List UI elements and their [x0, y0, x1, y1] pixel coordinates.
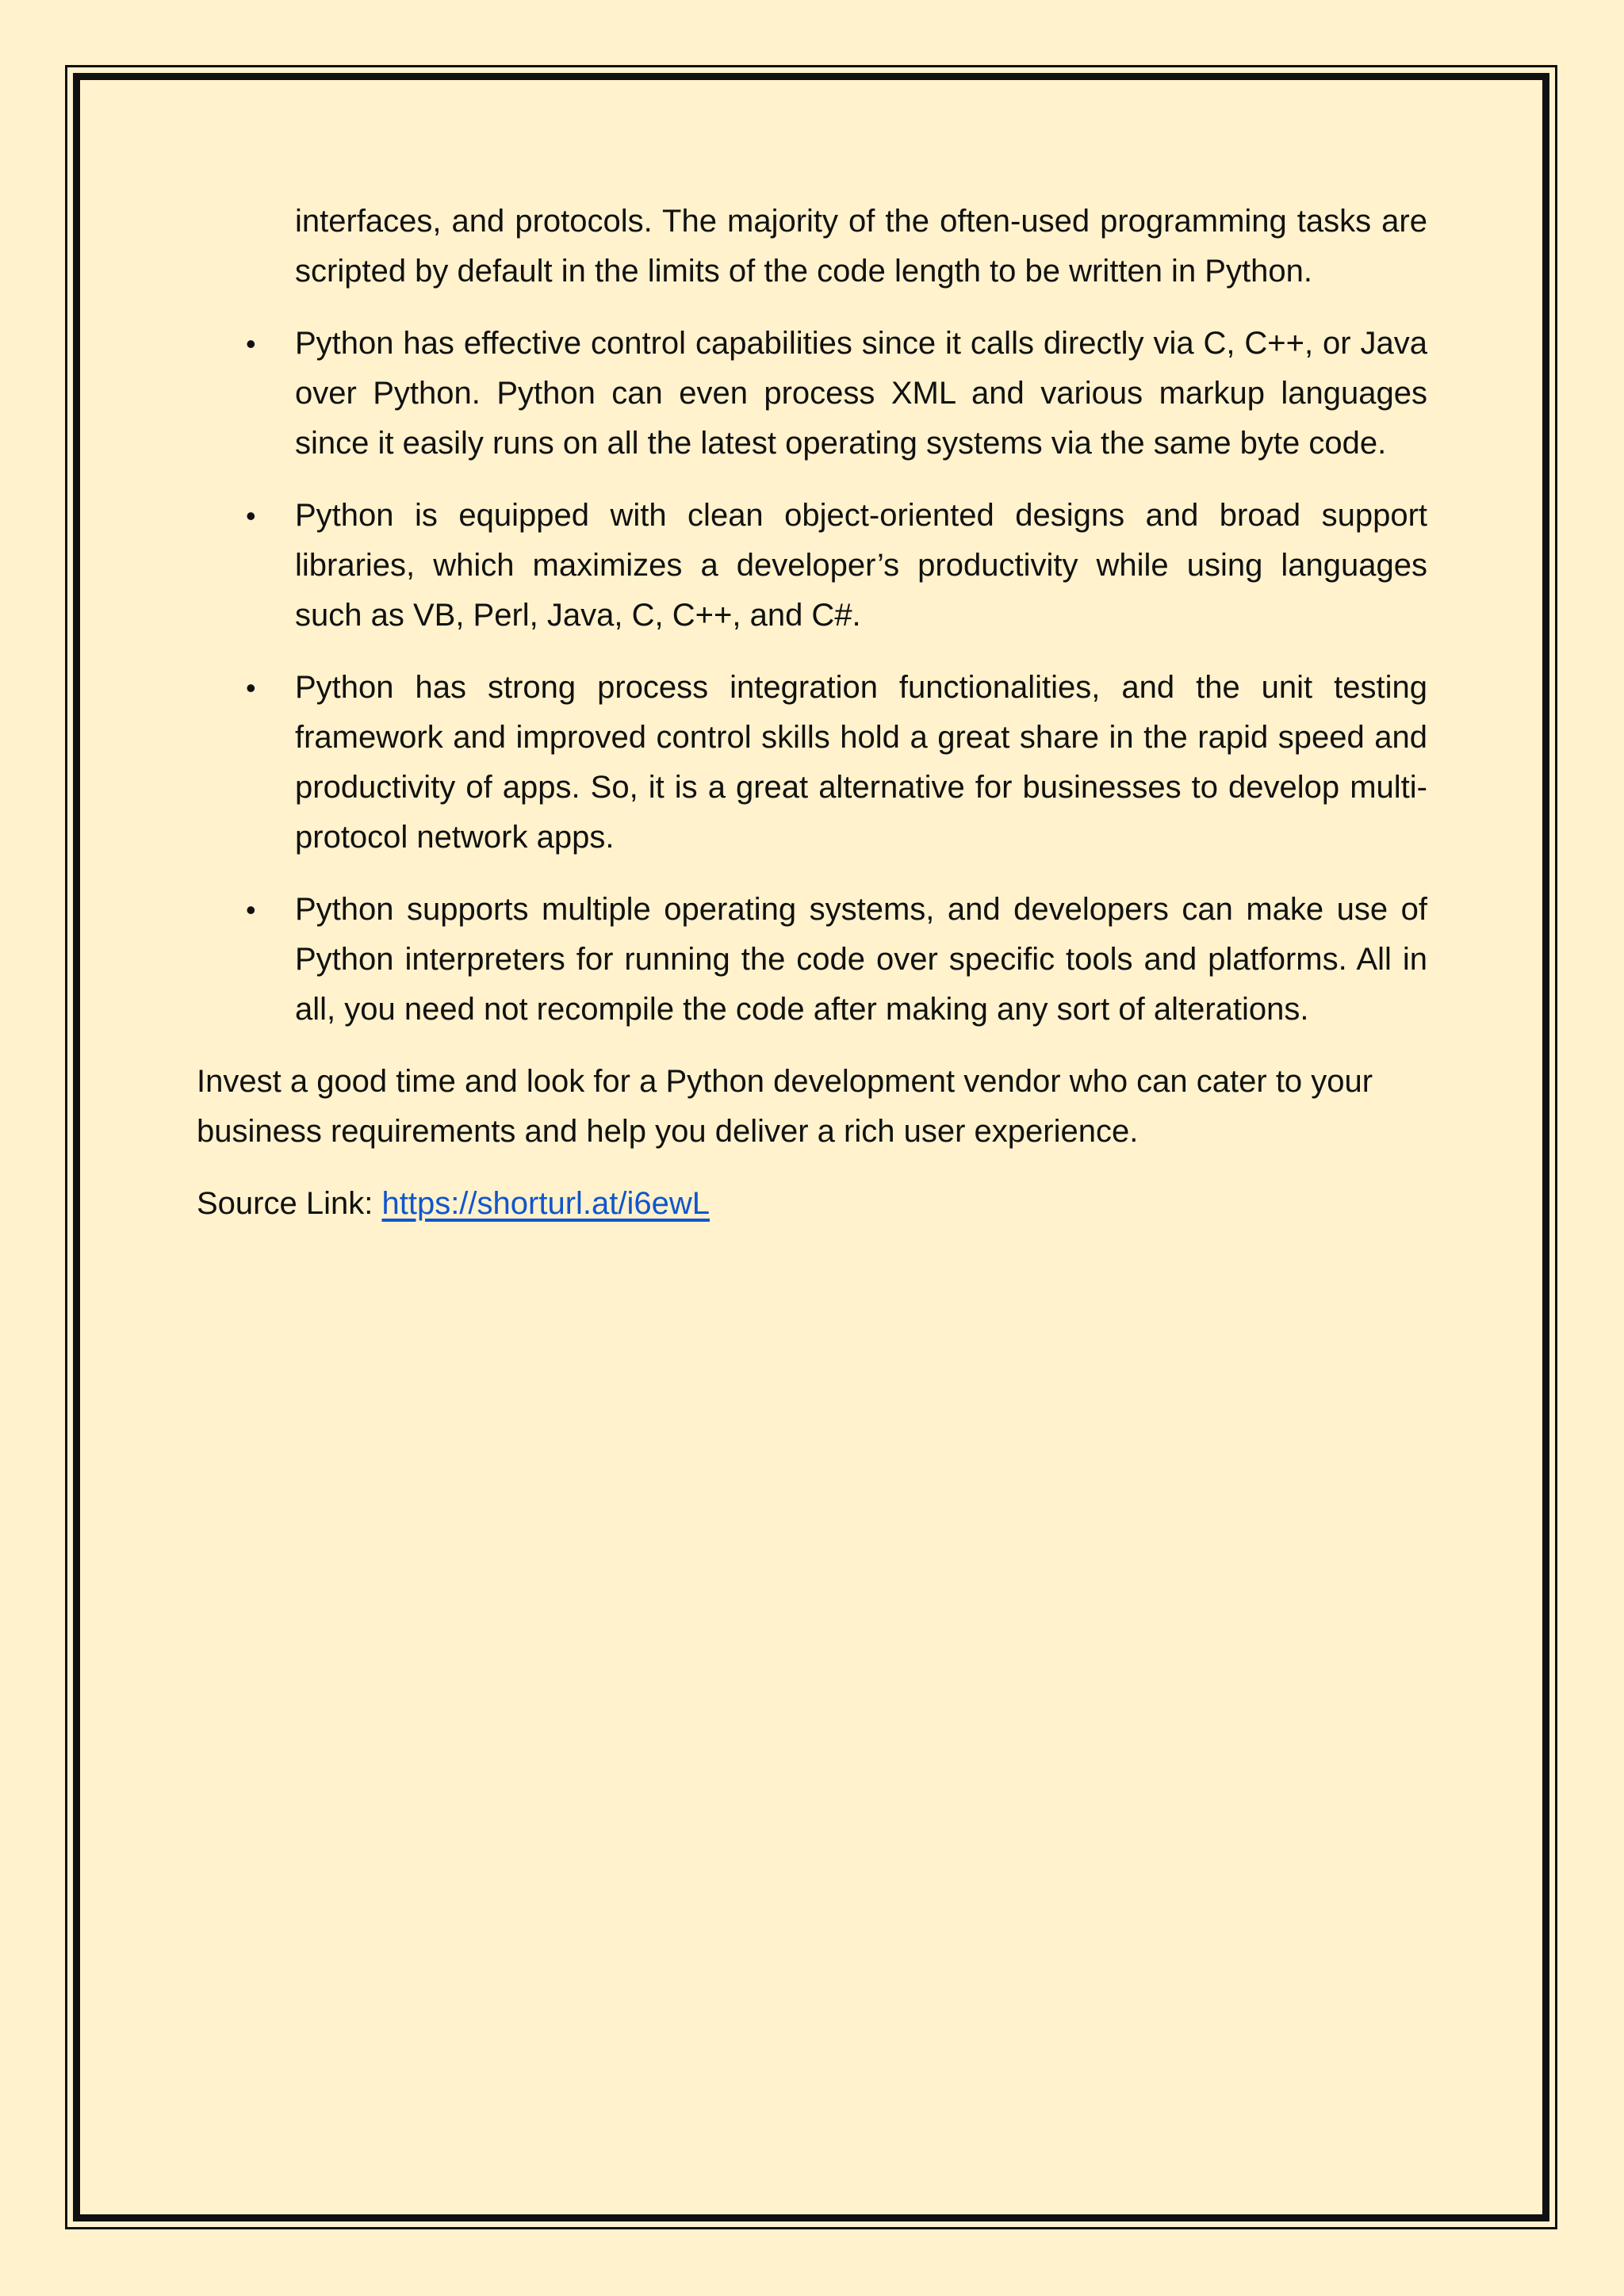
list-item	[246, 663, 1427, 863]
source-label: Source Link:	[197, 1186, 382, 1221]
bullet-icon: •	[246, 672, 256, 704]
continuation-paragraph: interfaces, and protocols. The majority of the often-used programming tasks are scripted by default in the limits of the code length to be written in Python.	[295, 204, 1427, 289]
document-body	[197, 197, 1427, 1251]
list-item-text: Python has effective control capabilities since it calls directly via C, C++, or Java over Python. Python can even process XML and various markup languages since it easily runs on all the latest operating systems via the same byte code.	[295, 326, 1427, 461]
list-item-text: Python supports multiple operating systems, and developers can make use of Python interpreters for running the code over specific tools and platforms. All in all, you need not recompile the code after making any sort of alterations.	[295, 892, 1427, 1027]
list-item-text: Python is equipped with clean object-oriented designs and broad support libraries, which maximizes a developer’s productivity while using languages such as VB, Perl, Java, C, C++, and C#.	[295, 498, 1427, 633]
source-line	[197, 1179, 1427, 1229]
list-item	[246, 491, 1427, 641]
bullet-icon: •	[246, 894, 256, 926]
bullet-icon: •	[246, 499, 256, 532]
list-item	[246, 319, 1427, 469]
bullet-icon: •	[246, 327, 256, 360]
list-item-text: Python has strong process integration functionalities, and the unit testing framework and improved control skills hold a great share in the rapid speed and productivity of apps. So, it is a great alternative for businesses to develop multi-protocol network apps.	[295, 670, 1427, 855]
closing-paragraph: Invest a good time and look for a Python development vendor who can cater to your business requirements and help you deliver a rich user experience.	[197, 1064, 1373, 1149]
list-item	[246, 885, 1427, 1035]
bullet-list	[197, 319, 1427, 1035]
source-link[interactable]: https://shorturl.at/i6ewL	[381, 1186, 710, 1221]
